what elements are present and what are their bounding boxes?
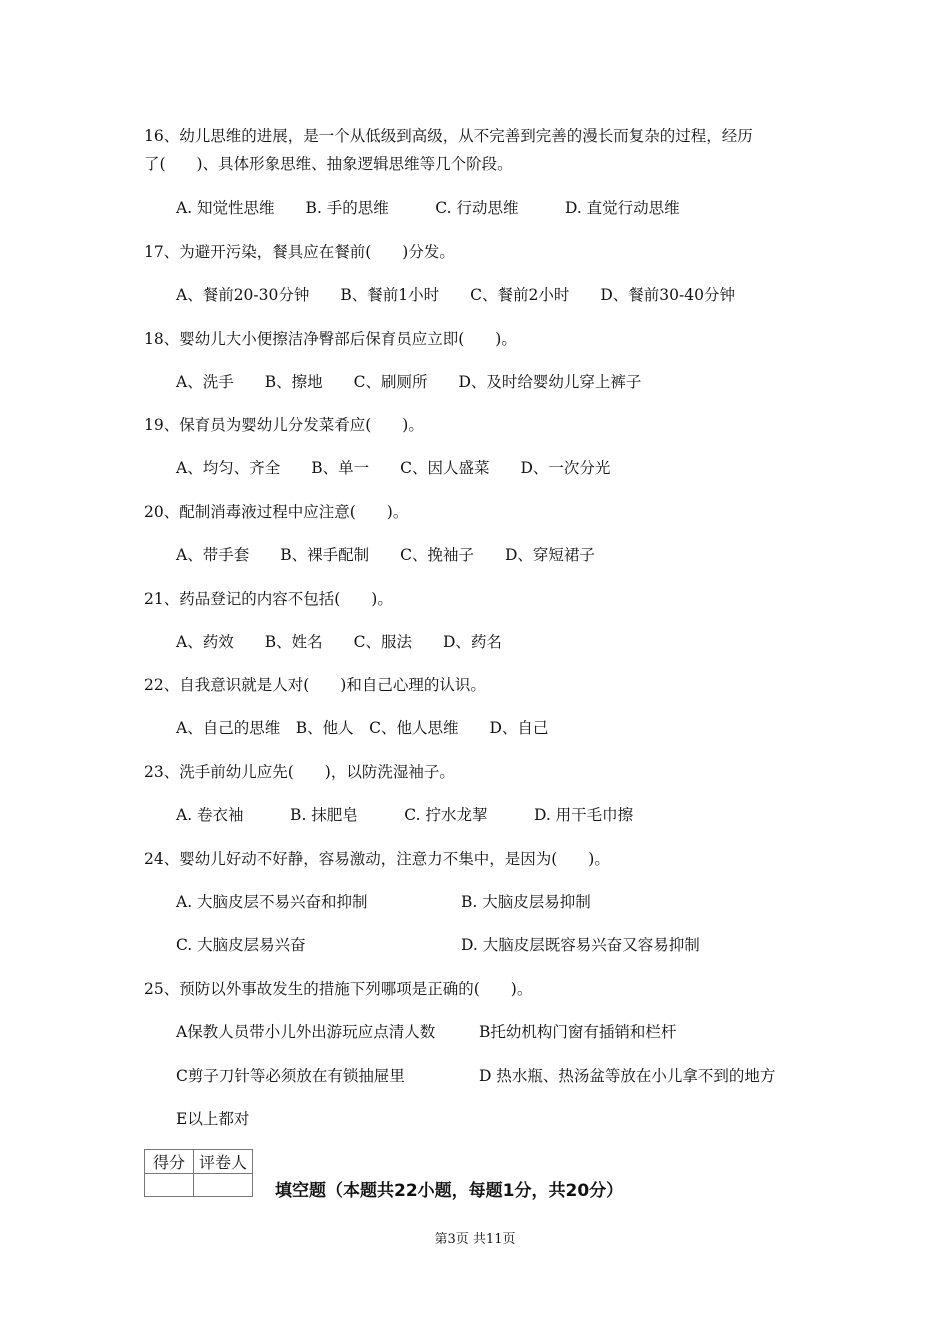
score-label: 得分 [145, 1150, 194, 1174]
question-24-option-d: D. 大脑皮层既容易兴奋又容易抑制 [461, 936, 700, 954]
question-18-options: A、洗手 B、擦地 C、刷厕所 D、及时给婴幼儿穿上裤子 [176, 373, 642, 391]
question-25-option-b: B托幼机构门窗有插销和栏杆 [479, 1023, 677, 1041]
question-25-option-a: A保教人员带小儿外出游玩应点清人数 [176, 1023, 436, 1041]
question-24-option-a: A. 大脑皮层不易兴奋和抑制 [176, 893, 368, 911]
question-20-options: A、带手套 B、裸手配制 C、挽袖子 D、穿短裙子 [176, 546, 595, 564]
question-25-stem: 25、预防以外事故发生的措施下列哪项是正确的( )。 [144, 980, 533, 998]
question-17-options: A、餐前20-30分钟 B、餐前1小时 C、餐前2小时 D、餐前30-40分钟 [176, 286, 735, 304]
section-title: 填空题（本题共22小题，每题1分，共20分） [275, 1181, 624, 1201]
question-25-option-d: D 热水瓶、热汤盆等放在小儿拿不到的地方 [479, 1067, 776, 1085]
question-16-stem-line1: 16、幼儿思维的进展，是一个从低级到高级，从不完善到完善的漫长而复杂的过程，经历 [144, 127, 753, 145]
grader-label: 评卷人 [194, 1150, 253, 1174]
question-24-option-c: C. 大脑皮层易兴奋 [176, 936, 306, 954]
question-24-option-b: B. 大脑皮层易抑制 [461, 893, 591, 911]
question-17-stem: 17、为避开污染，餐具应在餐前( )分发。 [144, 243, 455, 261]
question-19-options: A、均匀、齐全 B、单一 C、因人盛菜 D、一次分光 [176, 459, 611, 477]
grader-cell [194, 1174, 253, 1197]
question-25-option-e: E以上都对 [176, 1110, 250, 1128]
question-25-option-c: C剪子刀针等必须放在有锁抽屉里 [176, 1067, 405, 1085]
question-19-stem: 19、保育员为婴幼儿分发菜肴应( )。 [144, 416, 424, 434]
question-23-stem: 23、洗手前幼儿应先( )，以防洗湿袖子。 [144, 763, 455, 781]
score-cell [145, 1174, 194, 1197]
question-16-options: A. 知觉性思维 B. 手的思维 C. 行动思维 D. 直觉行动思维 [176, 199, 680, 217]
question-21-options: A、药效 B、姓名 C、服法 D、药名 [176, 633, 502, 651]
question-23-options: A. 卷衣袖 B. 抹肥皂 C. 拧水龙挈 D. 用干毛巾擦 [176, 806, 634, 824]
question-22-stem: 22、自我意识就是人对( )和自己心理的认识。 [144, 676, 486, 694]
question-16-stem-line2: 了( )、具体形象思维、抽象逻辑思维等几个阶段。 [144, 155, 513, 173]
question-24-stem: 24、婴幼儿好动不好静，容易激动，注意力不集中，是因为( )。 [144, 850, 610, 868]
question-18-stem: 18、婴幼儿大小便擦洁净臀部后保育员应立即( )。 [144, 330, 517, 348]
score-box [144, 1149, 253, 1197]
question-21-stem: 21、药品登记的内容不包括( )。 [144, 590, 393, 608]
page-footer: 第3页 共11页 [434, 1232, 516, 1247]
question-20-stem: 20、配制消毒液过程中应注意( )。 [144, 503, 409, 521]
question-22-options: A、自己的思维 B、他人 C、他人思维 D、自己 [176, 719, 549, 737]
